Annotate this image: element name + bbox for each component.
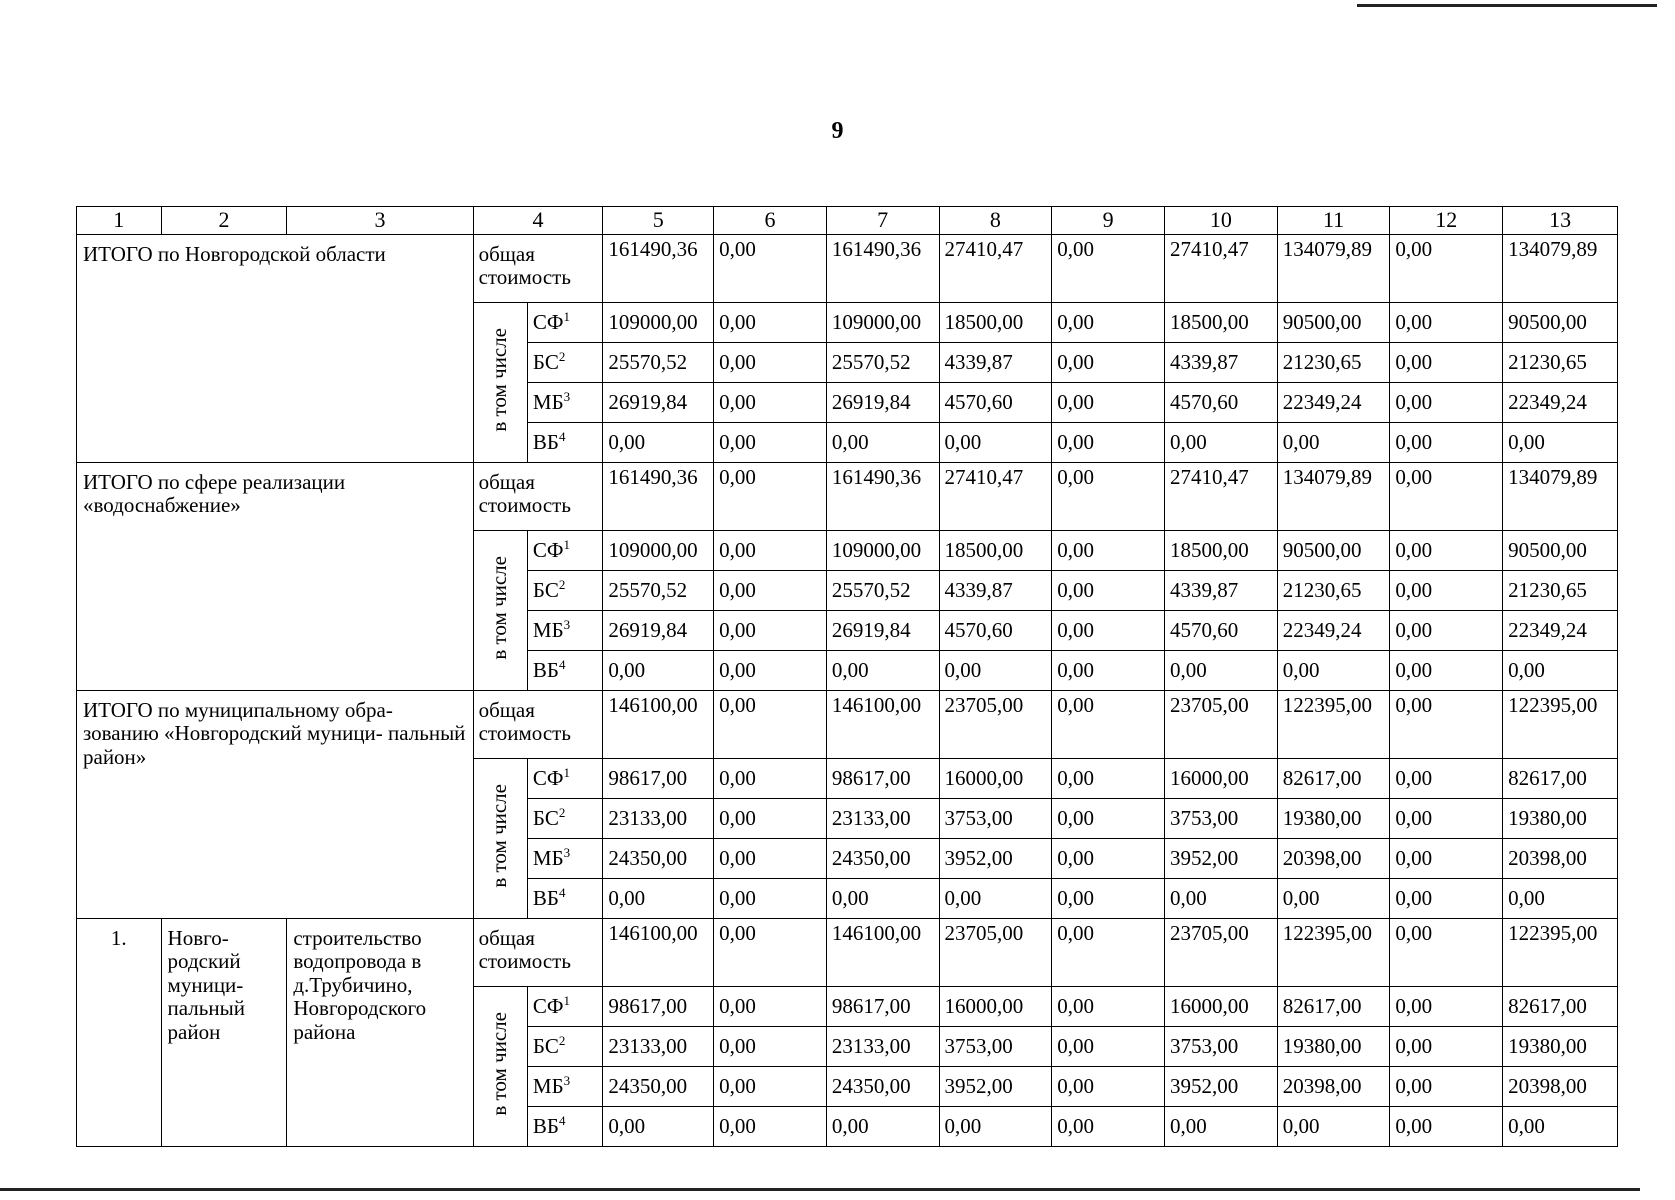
value-cell: 161490,36 bbox=[603, 234, 714, 302]
value-cell: 0,00 bbox=[1390, 342, 1503, 382]
source-abbr: ВБ bbox=[532, 885, 559, 910]
value-cell: 21230,65 bbox=[1277, 342, 1390, 382]
value-cell: 0,00 bbox=[714, 986, 827, 1026]
source-label-cell bbox=[527, 1026, 602, 1066]
source-footnote-mark: 4 bbox=[558, 884, 566, 900]
district-name: Новго- родский муници- пальный район bbox=[161, 918, 287, 1146]
value-cell: 23705,00 bbox=[939, 918, 1052, 986]
column-number: 11 bbox=[1277, 207, 1390, 235]
column-number: 5 bbox=[603, 207, 714, 235]
value-cell: 0,00 bbox=[1052, 1026, 1165, 1066]
value-cell: 19380,00 bbox=[1503, 1026, 1618, 1066]
value-cell: 26919,84 bbox=[826, 610, 939, 650]
value-cell: 0,00 bbox=[714, 690, 827, 758]
value-cell: 98617,00 bbox=[603, 758, 714, 798]
value-cell: 3952,00 bbox=[1164, 838, 1277, 878]
value-cell: 27410,47 bbox=[1164, 462, 1277, 530]
page-number: 9 bbox=[831, 118, 844, 144]
value-cell: 0,00 bbox=[1390, 610, 1503, 650]
value-cell: 24350,00 bbox=[826, 838, 939, 878]
value-cell: 0,00 bbox=[1052, 302, 1165, 342]
item-number: 1. bbox=[77, 918, 162, 1146]
value-cell: 0,00 bbox=[1390, 234, 1503, 302]
value-cell: 161490,36 bbox=[603, 462, 714, 530]
source-footnote-mark: 4 bbox=[558, 656, 566, 672]
value-cell: 20398,00 bbox=[1277, 1066, 1390, 1106]
including-label: в том числе bbox=[487, 1011, 512, 1116]
value-cell: 0,00 bbox=[714, 1066, 827, 1106]
value-cell: 3753,00 bbox=[1164, 1026, 1277, 1066]
value-cell: 26919,84 bbox=[826, 382, 939, 422]
including-label-cell bbox=[473, 758, 527, 918]
value-cell: 134079,89 bbox=[1277, 234, 1390, 302]
source-label-cell bbox=[527, 1106, 602, 1146]
value-cell: 0,00 bbox=[1503, 1106, 1618, 1146]
value-cell: 4339,87 bbox=[1164, 570, 1277, 610]
value-cell: 0,00 bbox=[1390, 1026, 1503, 1066]
value-cell: 4570,60 bbox=[1164, 610, 1277, 650]
value-cell: 98617,00 bbox=[826, 758, 939, 798]
value-cell: 20398,00 bbox=[1503, 1066, 1618, 1106]
value-cell: 161490,36 bbox=[826, 462, 939, 530]
value-cell: 25570,52 bbox=[826, 342, 939, 382]
value-cell: 0,00 bbox=[1277, 422, 1390, 462]
source-footnote-mark: 3 bbox=[563, 388, 571, 404]
column-number-row bbox=[77, 207, 1618, 235]
source-label-cell bbox=[527, 878, 602, 918]
source-label-cell bbox=[527, 1066, 602, 1106]
value-cell: 0,00 bbox=[1390, 302, 1503, 342]
value-cell: 82617,00 bbox=[1503, 986, 1618, 1026]
source-label-cell bbox=[527, 382, 602, 422]
value-cell: 0,00 bbox=[603, 422, 714, 462]
value-cell: 134079,89 bbox=[1503, 234, 1618, 302]
value-cell: 0,00 bbox=[603, 878, 714, 918]
column-number: 6 bbox=[714, 207, 827, 235]
value-cell: 24350,00 bbox=[826, 1066, 939, 1106]
value-cell: 0,00 bbox=[1052, 422, 1165, 462]
value-cell: 0,00 bbox=[714, 650, 827, 690]
source-footnote-mark: 4 bbox=[558, 428, 566, 444]
including-label-cell bbox=[473, 302, 527, 462]
source-label-cell bbox=[527, 342, 602, 382]
value-cell: 0,00 bbox=[1390, 1066, 1503, 1106]
value-cell: 26919,84 bbox=[603, 382, 714, 422]
value-cell: 0,00 bbox=[714, 838, 827, 878]
value-cell: 0,00 bbox=[714, 234, 827, 302]
value-cell: 122395,00 bbox=[1277, 690, 1390, 758]
value-cell: 90500,00 bbox=[1503, 302, 1618, 342]
value-cell: 19380,00 bbox=[1277, 798, 1390, 838]
total-cost-row bbox=[77, 918, 1618, 986]
source-abbr: СФ bbox=[532, 309, 564, 334]
total-cost-row bbox=[77, 462, 1618, 530]
value-cell: 0,00 bbox=[826, 422, 939, 462]
value-cell: 0,00 bbox=[714, 1026, 827, 1066]
value-cell: 21230,65 bbox=[1503, 342, 1618, 382]
value-cell: 98617,00 bbox=[826, 986, 939, 1026]
value-cell: 122395,00 bbox=[1503, 690, 1618, 758]
source-abbr: МБ bbox=[532, 1073, 564, 1098]
value-cell: 0,00 bbox=[714, 422, 827, 462]
value-cell: 109000,00 bbox=[826, 302, 939, 342]
value-cell: 0,00 bbox=[714, 1106, 827, 1146]
block-title: ИТОГО по Новгородской области bbox=[77, 234, 474, 462]
value-cell: 0,00 bbox=[1390, 758, 1503, 798]
source-footnote-mark: 1 bbox=[563, 992, 571, 1008]
value-cell: 3952,00 bbox=[1164, 1066, 1277, 1106]
value-cell: 0,00 bbox=[1052, 610, 1165, 650]
value-cell: 27410,47 bbox=[939, 234, 1052, 302]
value-cell: 0,00 bbox=[1277, 1106, 1390, 1146]
value-cell: 23705,00 bbox=[1164, 918, 1277, 986]
source-label-cell bbox=[527, 610, 602, 650]
source-label-cell bbox=[527, 650, 602, 690]
value-cell: 90500,00 bbox=[1503, 530, 1618, 570]
value-cell: 18500,00 bbox=[939, 530, 1052, 570]
source-label-cell bbox=[527, 302, 602, 342]
value-cell: 134079,89 bbox=[1277, 462, 1390, 530]
source-footnote-mark: 4 bbox=[558, 1112, 566, 1128]
including-label: в том числе bbox=[487, 327, 512, 432]
source-abbr: ВБ bbox=[532, 1113, 559, 1138]
source-abbr: БС bbox=[532, 1033, 559, 1058]
column-number: 2 bbox=[161, 207, 287, 235]
value-cell: 0,00 bbox=[1052, 690, 1165, 758]
total-cost-label: общая стоимость bbox=[473, 918, 603, 986]
value-cell: 0,00 bbox=[1390, 1106, 1503, 1146]
column-number: 4 bbox=[473, 207, 603, 235]
total-cost-label: общая стоимость bbox=[473, 234, 603, 302]
value-cell: 0,00 bbox=[1390, 382, 1503, 422]
value-cell: 0,00 bbox=[1052, 650, 1165, 690]
source-label-cell bbox=[527, 530, 602, 570]
including-label: в том числе bbox=[487, 555, 512, 660]
value-cell: 0,00 bbox=[714, 610, 827, 650]
value-cell: 0,00 bbox=[1164, 422, 1277, 462]
value-cell: 82617,00 bbox=[1277, 986, 1390, 1026]
value-cell: 0,00 bbox=[1052, 234, 1165, 302]
source-label-cell bbox=[527, 798, 602, 838]
value-cell: 0,00 bbox=[714, 758, 827, 798]
value-cell: 82617,00 bbox=[1503, 758, 1618, 798]
source-footnote-mark: 2 bbox=[558, 804, 566, 820]
source-abbr: МБ bbox=[532, 389, 564, 414]
value-cell: 22349,24 bbox=[1503, 610, 1618, 650]
source-abbr: СФ bbox=[532, 765, 564, 790]
value-cell: 109000,00 bbox=[603, 530, 714, 570]
value-cell: 0,00 bbox=[714, 530, 827, 570]
source-footnote-mark: 3 bbox=[563, 1072, 571, 1088]
source-label-cell bbox=[527, 422, 602, 462]
value-cell: 161490,36 bbox=[826, 234, 939, 302]
value-cell: 0,00 bbox=[1052, 986, 1165, 1026]
value-cell: 25570,52 bbox=[826, 570, 939, 610]
budget-table bbox=[76, 206, 1618, 1147]
value-cell: 90500,00 bbox=[1277, 302, 1390, 342]
source-abbr: СФ bbox=[532, 537, 564, 562]
value-cell: 0,00 bbox=[714, 570, 827, 610]
source-abbr: СФ bbox=[532, 993, 564, 1018]
value-cell: 4570,60 bbox=[1164, 382, 1277, 422]
value-cell: 3753,00 bbox=[1164, 798, 1277, 838]
value-cell: 0,00 bbox=[1390, 878, 1503, 918]
value-cell: 0,00 bbox=[1390, 798, 1503, 838]
value-cell: 0,00 bbox=[1390, 690, 1503, 758]
value-cell: 18500,00 bbox=[939, 302, 1052, 342]
value-cell: 3753,00 bbox=[939, 798, 1052, 838]
value-cell: 4570,60 bbox=[939, 610, 1052, 650]
value-cell: 0,00 bbox=[939, 878, 1052, 918]
value-cell: 0,00 bbox=[714, 382, 827, 422]
value-cell: 0,00 bbox=[1052, 530, 1165, 570]
value-cell: 4339,87 bbox=[1164, 342, 1277, 382]
value-cell: 16000,00 bbox=[1164, 986, 1277, 1026]
value-cell: 18500,00 bbox=[1164, 302, 1277, 342]
source-footnote-mark: 2 bbox=[558, 1032, 566, 1048]
value-cell: 0,00 bbox=[1052, 570, 1165, 610]
top-edge-rule bbox=[1357, 4, 1657, 7]
value-cell: 146100,00 bbox=[826, 918, 939, 986]
value-cell: 0,00 bbox=[1052, 462, 1165, 530]
value-cell: 134079,89 bbox=[1503, 462, 1618, 530]
total-cost-row bbox=[77, 234, 1618, 302]
column-number: 7 bbox=[826, 207, 939, 235]
column-number: 8 bbox=[939, 207, 1052, 235]
value-cell: 122395,00 bbox=[1503, 918, 1618, 986]
source-label-cell bbox=[527, 758, 602, 798]
value-cell: 0,00 bbox=[1052, 382, 1165, 422]
value-cell: 0,00 bbox=[603, 1106, 714, 1146]
value-cell: 4339,87 bbox=[939, 342, 1052, 382]
source-abbr: МБ bbox=[532, 845, 564, 870]
value-cell: 20398,00 bbox=[1277, 838, 1390, 878]
source-label-cell bbox=[527, 838, 602, 878]
total-cost-label: общая стоимость bbox=[473, 690, 603, 758]
value-cell: 0,00 bbox=[1390, 986, 1503, 1026]
source-label-cell bbox=[527, 570, 602, 610]
value-cell: 0,00 bbox=[1390, 838, 1503, 878]
source-abbr: БС bbox=[532, 577, 559, 602]
value-cell: 22349,24 bbox=[1503, 382, 1618, 422]
value-cell: 16000,00 bbox=[1164, 758, 1277, 798]
value-cell: 0,00 bbox=[1052, 918, 1165, 986]
total-cost-row bbox=[77, 690, 1618, 758]
value-cell: 24350,00 bbox=[603, 1066, 714, 1106]
value-cell: 20398,00 bbox=[1503, 838, 1618, 878]
value-cell: 109000,00 bbox=[603, 302, 714, 342]
column-number: 3 bbox=[287, 207, 473, 235]
value-cell: 0,00 bbox=[1503, 422, 1618, 462]
value-cell: 0,00 bbox=[1390, 650, 1503, 690]
value-cell: 0,00 bbox=[1052, 342, 1165, 382]
column-number: 10 bbox=[1164, 207, 1277, 235]
value-cell: 0,00 bbox=[1390, 918, 1503, 986]
value-cell: 109000,00 bbox=[826, 530, 939, 570]
block-title: ИТОГО по сфере реализации «водоснабжение» bbox=[77, 462, 474, 690]
value-cell: 3952,00 bbox=[939, 838, 1052, 878]
value-cell: 24350,00 bbox=[603, 838, 714, 878]
column-number: 13 bbox=[1503, 207, 1618, 235]
value-cell: 0,00 bbox=[826, 878, 939, 918]
value-cell: 22349,24 bbox=[1277, 610, 1390, 650]
table-body bbox=[77, 207, 1618, 1147]
value-cell: 19380,00 bbox=[1503, 798, 1618, 838]
value-cell: 23705,00 bbox=[939, 690, 1052, 758]
value-cell: 18500,00 bbox=[1164, 530, 1277, 570]
value-cell: 22349,24 bbox=[1277, 382, 1390, 422]
value-cell: 4570,60 bbox=[939, 382, 1052, 422]
value-cell: 0,00 bbox=[1390, 422, 1503, 462]
value-cell: 0,00 bbox=[714, 798, 827, 838]
including-label-cell bbox=[473, 986, 527, 1146]
value-cell: 21230,65 bbox=[1277, 570, 1390, 610]
value-cell: 0,00 bbox=[1164, 650, 1277, 690]
value-cell: 0,00 bbox=[1390, 570, 1503, 610]
object-name: строительство водопровода в д.Трубичино, Новгородского района bbox=[287, 918, 473, 1146]
value-cell: 23133,00 bbox=[826, 1026, 939, 1066]
value-cell: 27410,47 bbox=[939, 462, 1052, 530]
value-cell: 23133,00 bbox=[603, 1026, 714, 1066]
value-cell: 23705,00 bbox=[1164, 690, 1277, 758]
value-cell: 0,00 bbox=[826, 1106, 939, 1146]
value-cell: 25570,52 bbox=[603, 342, 714, 382]
value-cell: 0,00 bbox=[939, 1106, 1052, 1146]
value-cell: 23133,00 bbox=[603, 798, 714, 838]
value-cell: 0,00 bbox=[1390, 462, 1503, 530]
value-cell: 0,00 bbox=[1277, 650, 1390, 690]
source-footnote-mark: 1 bbox=[563, 536, 571, 552]
source-abbr: ВБ bbox=[532, 657, 559, 682]
value-cell: 0,00 bbox=[714, 878, 827, 918]
value-cell: 16000,00 bbox=[939, 758, 1052, 798]
value-cell: 0,00 bbox=[939, 422, 1052, 462]
source-footnote-mark: 1 bbox=[563, 308, 571, 324]
value-cell: 4339,87 bbox=[939, 570, 1052, 610]
bottom-edge-rule bbox=[0, 1188, 1640, 1191]
value-cell: 3753,00 bbox=[939, 1026, 1052, 1066]
including-label: в том числе bbox=[487, 783, 512, 888]
value-cell: 0,00 bbox=[714, 918, 827, 986]
value-cell: 26919,84 bbox=[603, 610, 714, 650]
value-cell: 146100,00 bbox=[603, 918, 714, 986]
value-cell: 27410,47 bbox=[1164, 234, 1277, 302]
value-cell: 0,00 bbox=[1052, 838, 1165, 878]
column-number: 9 bbox=[1052, 207, 1165, 235]
value-cell: 0,00 bbox=[1052, 798, 1165, 838]
source-abbr: МБ bbox=[532, 617, 564, 642]
source-footnote-mark: 2 bbox=[558, 348, 566, 364]
value-cell: 98617,00 bbox=[603, 986, 714, 1026]
value-cell: 16000,00 bbox=[939, 986, 1052, 1026]
value-cell: 82617,00 bbox=[1277, 758, 1390, 798]
value-cell: 0,00 bbox=[1052, 878, 1165, 918]
value-cell: 0,00 bbox=[1052, 1106, 1165, 1146]
source-footnote-mark: 3 bbox=[563, 844, 571, 860]
source-label-cell bbox=[527, 986, 602, 1026]
value-cell: 0,00 bbox=[939, 650, 1052, 690]
block-title: ИТОГО по муниципальному обра- зованию «Новгородский муници- пальный район» bbox=[77, 690, 474, 918]
including-label-cell bbox=[473, 530, 527, 690]
value-cell: 19380,00 bbox=[1277, 1026, 1390, 1066]
source-footnote-mark: 1 bbox=[563, 764, 571, 780]
value-cell: 0,00 bbox=[1052, 1066, 1165, 1106]
value-cell: 0,00 bbox=[1164, 878, 1277, 918]
value-cell: 0,00 bbox=[1277, 878, 1390, 918]
value-cell: 21230,65 bbox=[1503, 570, 1618, 610]
source-abbr: БС bbox=[532, 805, 559, 830]
value-cell: 0,00 bbox=[826, 650, 939, 690]
value-cell: 0,00 bbox=[1503, 650, 1618, 690]
column-number: 12 bbox=[1390, 207, 1503, 235]
value-cell: 0,00 bbox=[714, 462, 827, 530]
total-cost-label: общая стоимость bbox=[473, 462, 603, 530]
value-cell: 3952,00 bbox=[939, 1066, 1052, 1106]
value-cell: 25570,52 bbox=[603, 570, 714, 610]
value-cell: 0,00 bbox=[1503, 878, 1618, 918]
column-number: 1 bbox=[77, 207, 162, 235]
source-abbr: БС bbox=[532, 349, 559, 374]
value-cell: 0,00 bbox=[714, 342, 827, 382]
source-footnote-mark: 2 bbox=[558, 576, 566, 592]
value-cell: 146100,00 bbox=[603, 690, 714, 758]
value-cell: 0,00 bbox=[1052, 758, 1165, 798]
value-cell: 0,00 bbox=[1390, 530, 1503, 570]
source-abbr: ВБ bbox=[532, 429, 559, 454]
value-cell: 0,00 bbox=[1164, 1106, 1277, 1146]
value-cell: 122395,00 bbox=[1277, 918, 1390, 986]
value-cell: 0,00 bbox=[714, 302, 827, 342]
source-footnote-mark: 3 bbox=[563, 616, 571, 632]
value-cell: 146100,00 bbox=[826, 690, 939, 758]
value-cell: 0,00 bbox=[603, 650, 714, 690]
value-cell: 90500,00 bbox=[1277, 530, 1390, 570]
value-cell: 23133,00 bbox=[826, 798, 939, 838]
